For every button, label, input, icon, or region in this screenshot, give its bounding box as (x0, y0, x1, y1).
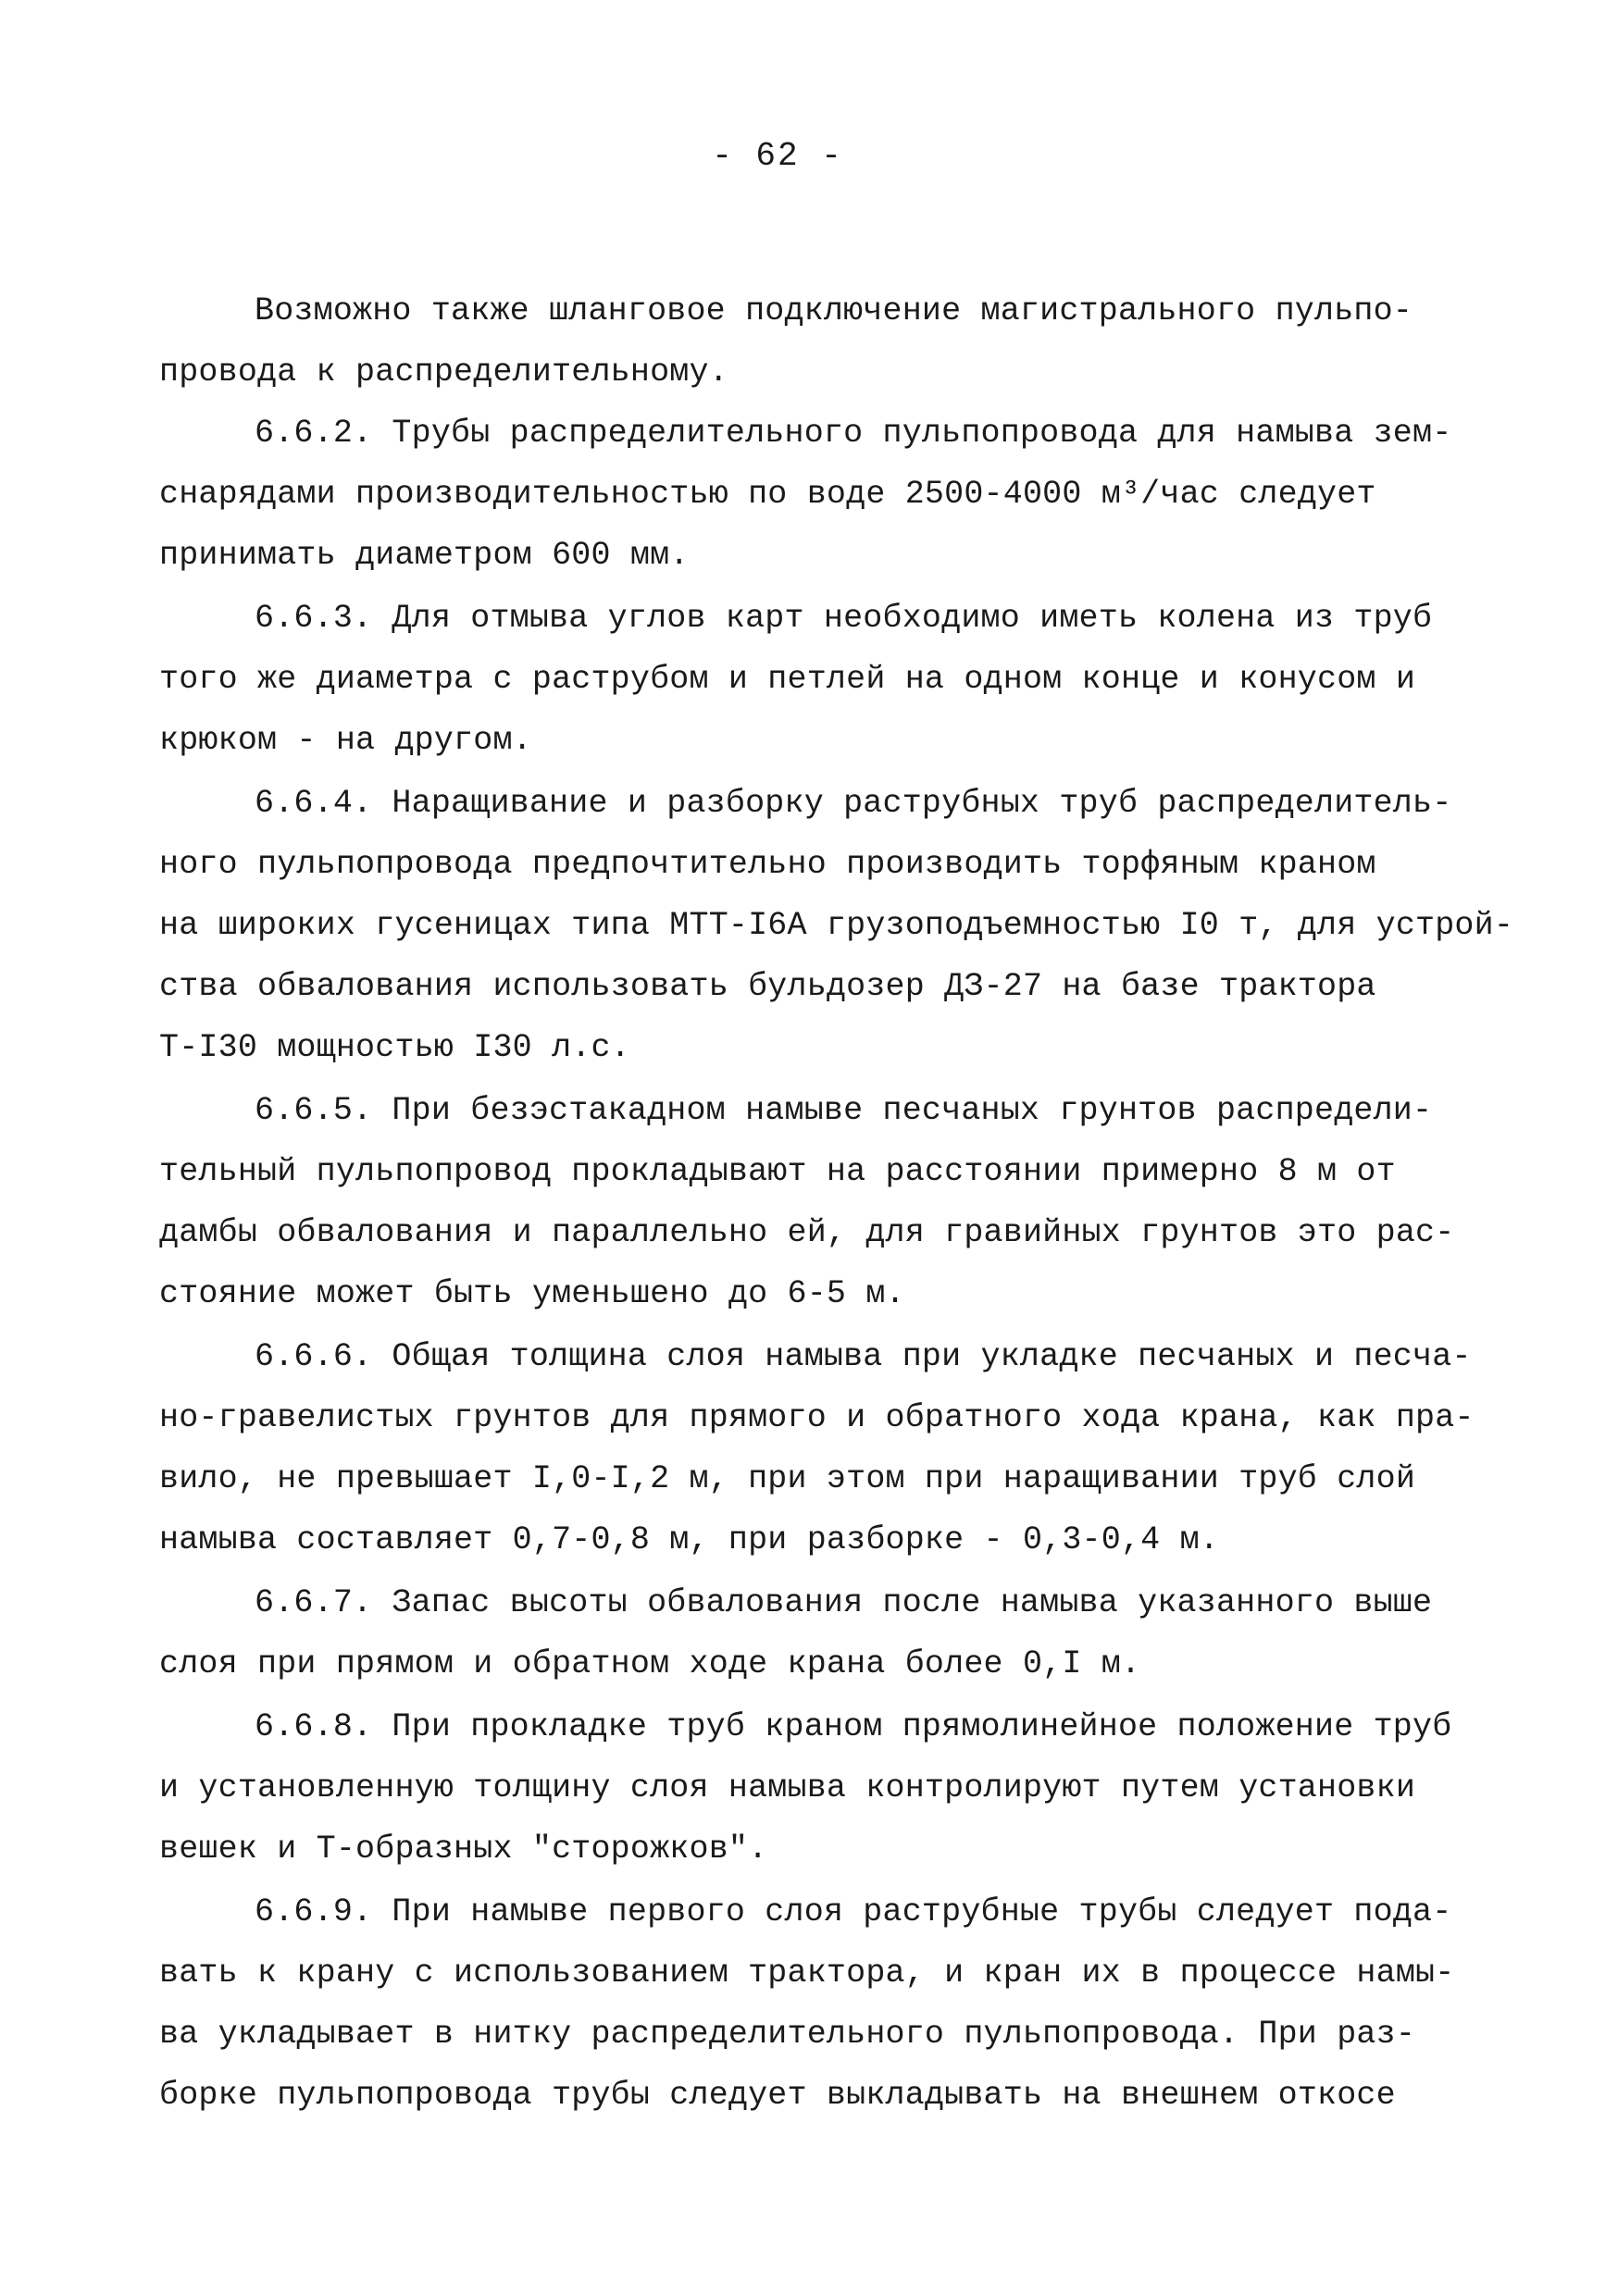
text-line: намыва составляет 0,7-0,8 м, при разборке - 0,3-0,4 м. (159, 1521, 1219, 1558)
text-line: 6.6.5. При безэстакадном намыве песчаных грунтов распредели- (255, 1092, 1433, 1129)
text-line: 6.6.6. Общая толщина слоя намыва при укладке песчаных и песча- (255, 1338, 1472, 1375)
text-line: но-гравелистых грунтов для прямого и обратного хода крана, как пра- (159, 1399, 1475, 1436)
text-line: тельный пульпопровод прокладывают на расстоянии примерно 8 м от (159, 1153, 1396, 1190)
text-line: ства обвалования использовать бульдозер ДЗ-27 на базе трактора (159, 968, 1376, 1005)
text-line: 6.6.7. Запас высоты обвалования после намыва указанного выше (255, 1584, 1433, 1621)
text-line: 6.6.3. Для отмыва углов карт необходимо иметь колена из труб (255, 600, 1433, 637)
text-line: 6.6.9. При намыве первого слоя раструбные трубы следует пода- (255, 1893, 1452, 1930)
text-line: 6.6.2. Трубы распределительного пульпопровода для намыва зем- (255, 415, 1452, 452)
text-line: Возможно также шланговое подключение магистрального пульпо- (255, 292, 1413, 329)
text-line: крюком - на другом. (159, 722, 532, 759)
text-line: вило, не превышает I,0-I,2 м, при этом при наращивании труб слой (159, 1460, 1416, 1497)
text-line: и установленную толщину слоя намыва контролируют путем установки (159, 1769, 1416, 1806)
text-line: того же диаметра с раструбом и петлей на одном конце и конусом и (159, 661, 1416, 698)
text-line: Т-I30 мощностью I30 л.с. (159, 1029, 630, 1066)
text-line: слоя при прямом и обратном ходе крана более 0,I м. (159, 1645, 1141, 1682)
text-line: вать к крану с использованием трактора, и кран их в процессе намы- (159, 1955, 1455, 1992)
text-line: стояние может быть уменьшено до 6-5 м. (159, 1275, 905, 1312)
text-line: принимать диаметром 600 мм. (159, 537, 690, 574)
text-line: снарядами производительностью по воде 2500-4000 м³/час следует (159, 476, 1376, 513)
text-line: борке пульпопровода трубы следует выкладывать на внешнем откосе (159, 2077, 1396, 2114)
text-line: ва укладывает в нитку распределительного пульпопровода. При раз- (159, 2016, 1416, 2053)
text-line: провода к распределительному. (159, 354, 728, 391)
page-number: - 62 - (712, 137, 843, 175)
text-line: вешек и Т-образных "сторожков". (159, 1831, 768, 1868)
text-line: ного пульпопровода предпочтительно производить торфяным краном (159, 846, 1376, 883)
text-line: на широких гусеницах типа МТТ-I6А грузоподъемностью I0 т, для устрой- (159, 907, 1514, 944)
text-line: дамбы обвалования и параллельно ей, для гравийных грунтов это рас- (159, 1214, 1455, 1251)
text-line: 6.6.8. При прокладке труб краном прямолинейное положение труб (255, 1708, 1452, 1745)
text-line: 6.6.4. Наращивание и разборку раструбных труб распределитель- (255, 785, 1452, 822)
